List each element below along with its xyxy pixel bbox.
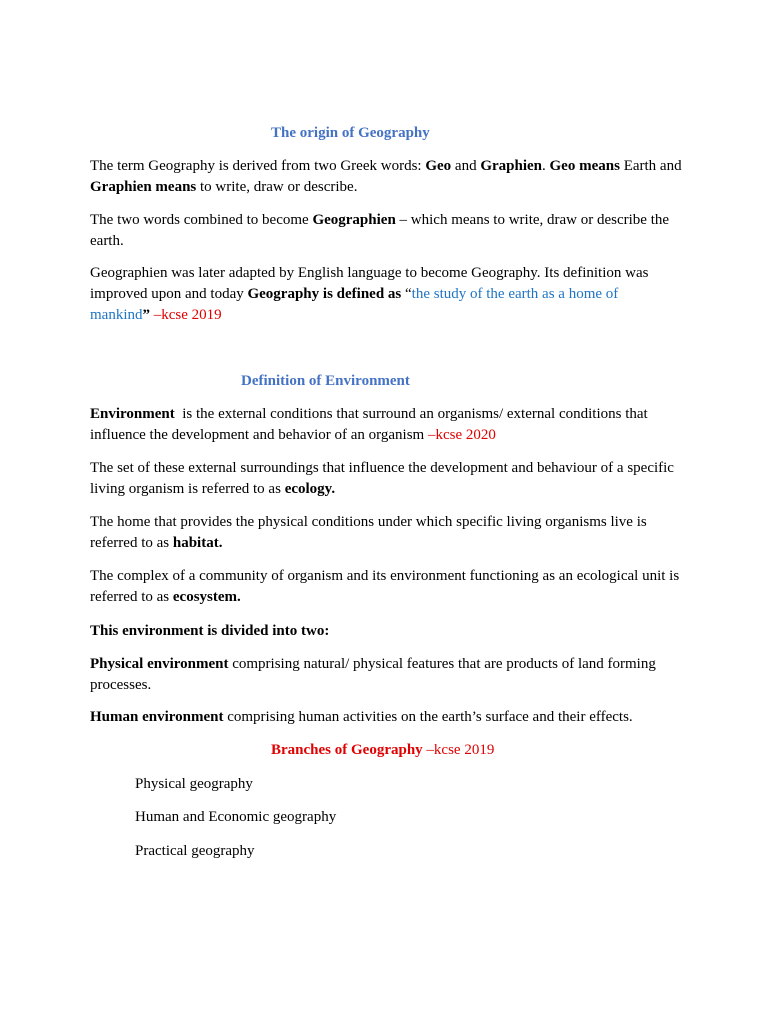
kcse-reference: –kcse 2020 [427,427,496,443]
paragraph-divided-into-two: This environment is divided into two: [90,623,330,639]
list-item: Physical geography [135,776,253,792]
list-item: Human and Economic geography [135,809,337,825]
paragraph-human-environment: Human environment comprising human activities on the earth’s surface and their effects. [90,709,633,725]
paragraph-ecology: The set of these external surroundings that influence the development and behaviour of a specific living organism is referred to as ecology. [90,460,674,497]
kcse-reference: –kcse 2019 [150,307,222,323]
paragraph-ecosystem: The complex of a community of organism and its environment functioning as an ecological unit is referred to as ecosystem. [90,568,680,605]
definition-quote: the study of the earth as a home of mankind [90,286,619,323]
list-item: Practical geography [135,843,255,859]
paragraph-geographien: The two words combined to become Geographien – which means to write, draw or describe the earth. [90,212,670,249]
paragraph-term-geography: The term Geography is derived from two Greek words: Geo and Graphien. Geo means Earth and Graphien means to write, draw or describe. [90,158,682,195]
paragraph-habitat: The home that provides the physical conditions under which specific living organisms live is referred to as habitat. [90,514,647,551]
heading-environment: Definition of Environment [241,373,410,389]
kcse-reference: –kcse 2019 [422,742,495,758]
paragraph-environment-definition: Environment is the external conditions that surround an organisms/ external conditions that influence the development and behavior of an organism –kcse 2020 [90,406,652,443]
heading-origin: The origin of Geography [271,125,430,141]
heading-branches: Branches of Geography –kcse 2019 [271,742,495,758]
paragraph-definition-geography: Geographien was later adapted by English language to become Geography. Its definition was improved upon and today Geography is defined as “the study of the earth as a home of mankind” –kcse 2019 [90,265,649,323]
paragraph-physical-environment: Physical environment comprising natural/ physical features that are products of land forming processes. [90,656,656,693]
